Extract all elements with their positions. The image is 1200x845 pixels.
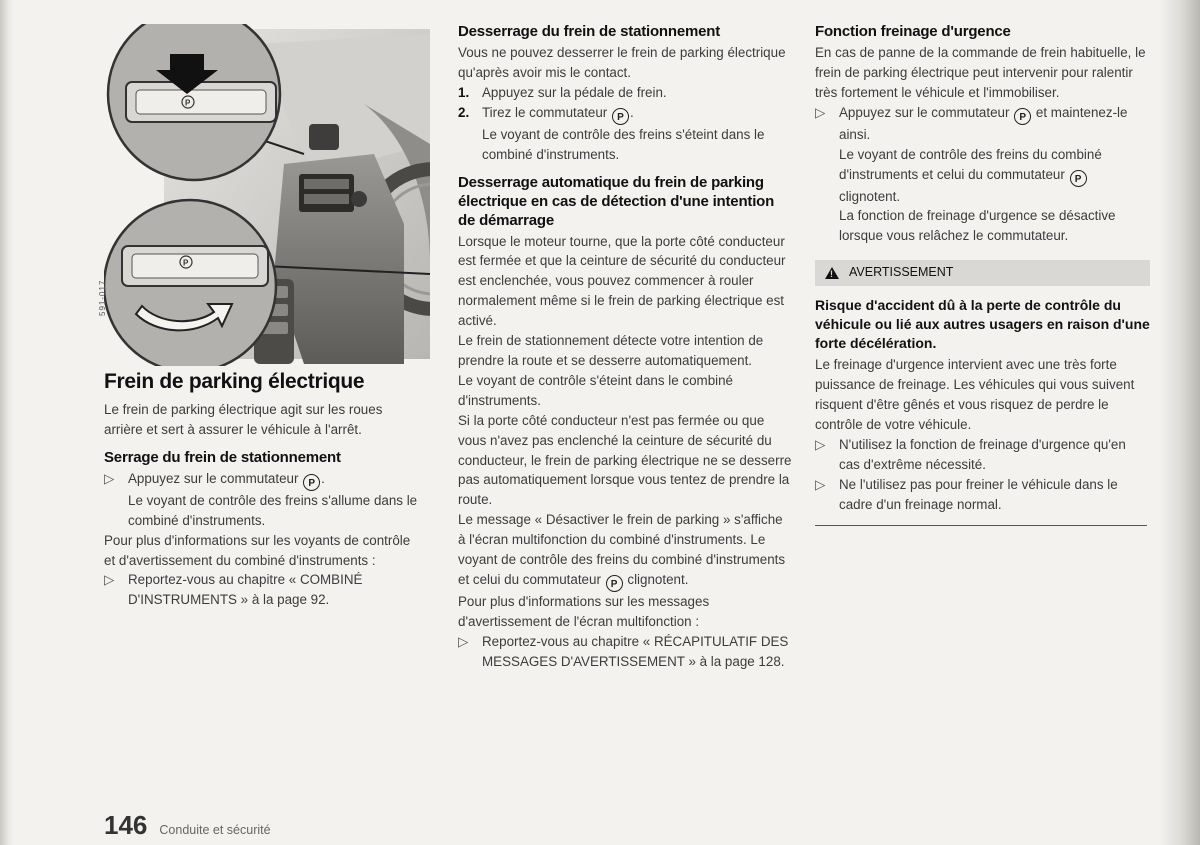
auto-paragraph-5 (458, 510, 793, 592)
auto-reference (458, 632, 793, 672)
serrage-result: Le voyant de contrôle des freins s'allume dans le combiné d'instruments. (128, 492, 418, 528)
urgence-result-1 (815, 145, 1150, 207)
step-number: 2. (458, 104, 470, 120)
auto-paragraph-2: Le frein de stationnement détecte votre intention de prendre la route et se desserre automatiquement. (458, 333, 764, 368)
desserrage-step-2 (458, 103, 793, 125)
warning-triangle-icon: ! (825, 267, 839, 279)
step-number: 1. (458, 84, 470, 100)
warning-bullet-2 (815, 475, 1150, 515)
serrage-step (104, 469, 424, 491)
page-footer (104, 810, 271, 841)
bottom-switch-symbol: P (183, 258, 189, 268)
desserrage-intro: Vous ne pouvez desserrer le frein de parking électrique qu'après avoir mis le contact. (458, 45, 786, 80)
desserrage-step-1 (458, 83, 793, 103)
bullet-marker: ▷ (104, 470, 115, 486)
auto-paragraph-5-end: clignotent. (627, 571, 689, 587)
warning-label: AVERTISSEMENT (849, 265, 954, 280)
switch-p-icon: P (606, 575, 623, 592)
urgence-result-2: La fonction de freinage d'urgence se désactive lorsque vous relâchez le commutateur. (839, 208, 1116, 244)
intro-paragraph: Le frein de parking électrique agit sur les roues arrière et sert à assurer le véhicule à l'arrêt. (104, 402, 383, 437)
top-switch-symbol: P (185, 98, 191, 108)
serrage-heading: Serrage du frein de stationnement (104, 448, 341, 466)
figure-code: 591-017 (98, 279, 107, 316)
serrage-more-info: Pour plus d'informations sur les voyants de contrôle et d'avertissement du combiné d'instruments : (104, 532, 411, 568)
serrage-reference-text: Reportez-vous au chapitre « COMBINÉ D'INSTRUMENTS » à la page 92. (128, 572, 363, 608)
urgence-intro: En cas de panne de la commande de frein habituelle, le frein de parking électrique peut intervenir pour ralentir très fortement le véhicule et l'immobiliser. (815, 45, 1146, 100)
switch-p-icon: P (1014, 108, 1031, 125)
page-gutter-shadow (0, 0, 14, 845)
step-2-text: Tirez le commutateur (482, 104, 608, 120)
desserrage-heading: Desserrage du frein de stationnement (458, 23, 721, 40)
page-edge-shadow (1160, 0, 1200, 845)
section-end-rule (815, 525, 1147, 526)
warning-bullet-1-text: N'utilisez la fonction de freinage d'urgence qu'en cas d'extrême nécessité. (839, 436, 1126, 472)
switch-p-icon: P (303, 474, 320, 491)
auto-paragraph-6: Pour plus d'informations sur les messages d'avertissement de l'écran multifonction : (458, 593, 710, 629)
urgence-heading: Fonction freinage d'urgence (815, 23, 1011, 40)
serrage-step-text: Appuyez sur le commutateur (128, 470, 299, 486)
parking-brake-figure (104, 24, 430, 366)
auto-paragraph-1: Lorsque le moteur tourne, que la porte côté conducteur est fermée et que la ceinture de sécurité du conducteur est enclenchée, vous pouvez commencer à rouler normalement même si le frein de parking électrique est activé. (458, 233, 786, 329)
switch-p-icon: P (612, 108, 629, 125)
middle-column (458, 22, 793, 672)
step-2-result: Le voyant de contrôle des freins s'éteint dans le combiné d'instruments. (482, 126, 765, 162)
page-number: 146 (104, 810, 148, 840)
warning-heading: Risque d'accident dû à la perte de contrôle du véhicule ou lié aux autres usagers en raison d'une forte décélération. (815, 297, 1150, 352)
urgence-step-end: et maintenez-le ainsi. (839, 104, 1128, 142)
auto-paragraph-4: Si la porte côté conducteur n'est pas fermée ou que vous n'avez pas enclenché la ceinture de sécurité du conducteur, le frein de parking électrique ne se desserre pas automatiquement lorsque vous tentez de prendre la route. (458, 412, 792, 508)
step-2-end: . (630, 104, 634, 120)
auto-paragraph-3: Le voyant de contrôle s'éteint dans le combiné d'instruments. (458, 372, 734, 408)
bullet-marker: ▷ (104, 572, 115, 588)
urgence-result-1-end: clignotent. (839, 188, 901, 204)
page-title: Frein de parking électrique (104, 370, 365, 393)
left-column (104, 370, 424, 610)
bullet-marker: ▷ (815, 476, 826, 492)
warning-banner (815, 260, 1150, 286)
bullet-marker: ▷ (458, 633, 469, 649)
parking-brake-switch-illustration-icon (104, 24, 430, 366)
urgence-result-1-text: Le voyant de contrôle des freins du combiné d'instruments et celui du commutateur (839, 146, 1102, 182)
bullet-marker: ▷ (815, 436, 826, 452)
urgence-step-text: Appuyez sur le commutateur (839, 104, 1010, 120)
auto-release-heading: Desserrage automatique du frein de parking électrique en cas de détection d'une intention de démarrage (458, 173, 775, 229)
auto-reference-text: Reportez-vous au chapitre « RÉCAPITULATIF DES MESSAGES D'AVERTISSEMENT » à la page 128. (482, 633, 789, 669)
warning-bullet-2-text: Ne l'utilisez pas pour freiner le véhicule dans le cadre d'un freinage normal. (839, 476, 1118, 512)
warning-bullet-1 (815, 435, 1150, 475)
bullet-marker: ▷ (815, 104, 826, 120)
step-1-text: Appuyez sur la pédale de frein. (482, 84, 667, 100)
section-name: Conduite et sécurité (159, 823, 271, 837)
auto-paragraph-5-text: Le message « Désactiver le frein de parking » s'affiche à l'écran multifonction du combiné d'instruments. Le voyant de contrôle des freins du combiné d'instruments et celui du commutateur (458, 512, 786, 587)
urgence-step (815, 103, 1150, 145)
switch-p-icon: P (1070, 170, 1087, 187)
serrage-reference (104, 570, 424, 610)
warning-text: Le freinage d'urgence intervient avec une très forte puissance de freinage. Les véhicules qui vous suivent risquent d'être gênés et vous risquez de perdre le contrôle de votre véhicule. (815, 357, 1135, 432)
right-column (815, 22, 1150, 526)
serrage-step-end: . (321, 470, 325, 486)
